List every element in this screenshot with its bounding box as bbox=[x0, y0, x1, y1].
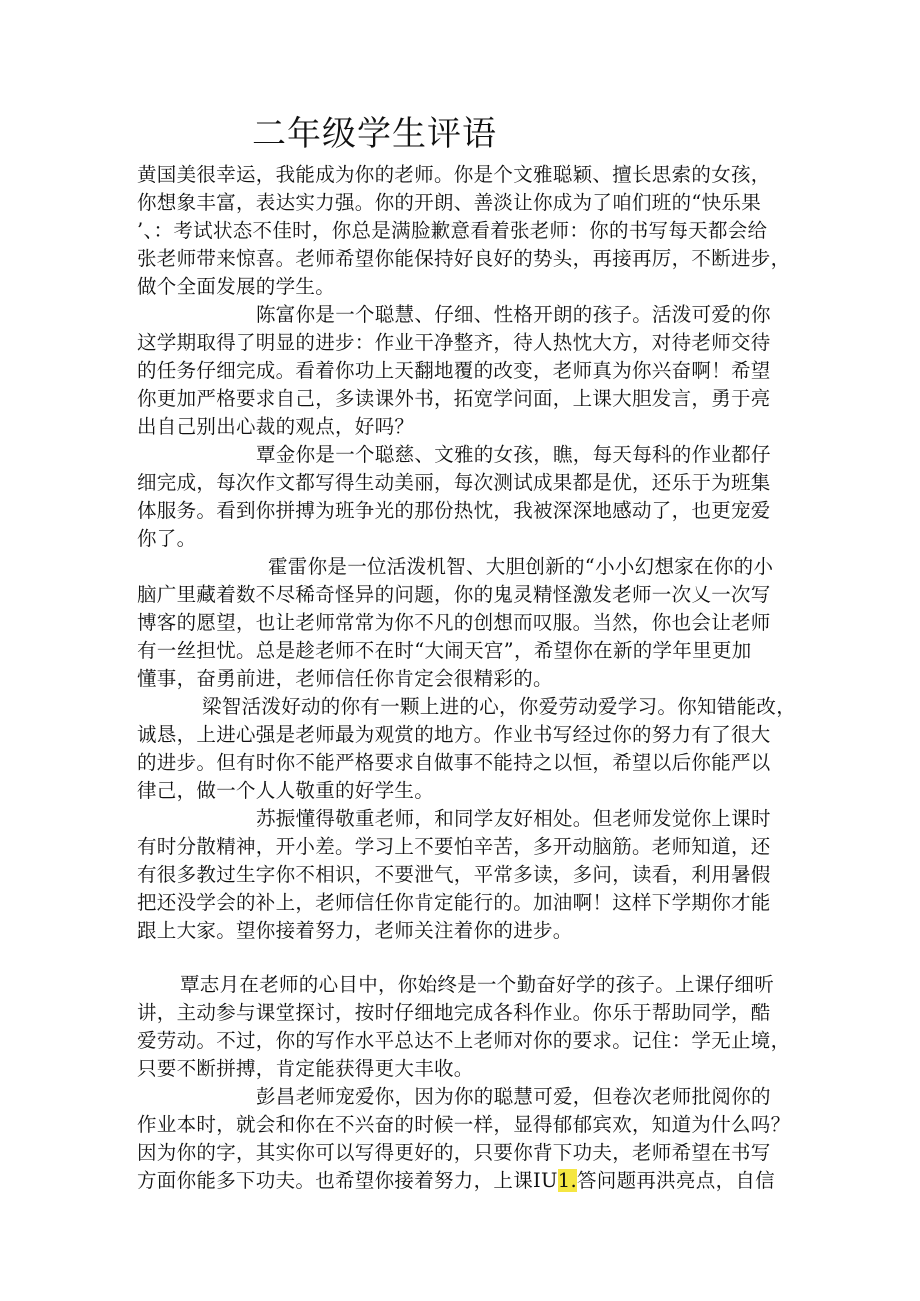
text-line: 彭昌老师宠爱你，因为你的聪慧可爱，但卷次老师批阅你的 bbox=[256, 1085, 771, 1108]
text-line: 陈富你是一个聪慧、仔细、性格开朗的孩子。活泼可爱的你 bbox=[256, 303, 771, 326]
text-line: 苏振懂得敬重老师，和同学友好相处。但老师发觉你上课时 bbox=[256, 807, 771, 830]
text-line: 爱劳动。不过，你的写作水平总达不上老师对你的要求。记住：学无止境， bbox=[137, 1029, 791, 1052]
text-line: 的进步。但有时你不能严格要求自做事不能持之以恒，希望以后你能严以 bbox=[137, 751, 771, 774]
text-run: 答问题再洪亮点，自信 bbox=[576, 1169, 775, 1192]
text-line: 霍雷你是一位活泼机智、大胆创新的“小小幻想家在你的小 bbox=[268, 555, 774, 578]
text-line: 律己，做一个人人敬重的好学生。 bbox=[137, 779, 435, 802]
text-line: 出自己别出心裁的观点，好吗？ bbox=[137, 415, 415, 438]
text-line: 懂事，奋勇前进，老师信任你肯定会很精彩的。 bbox=[137, 667, 553, 690]
text-run: 方面你能多下功夫。也希望你接着努力，上课IU bbox=[137, 1169, 558, 1192]
text-line: 覃志月在老师的心目中，你始终是一个勤奋好学的孩子。上课仔细听 bbox=[180, 973, 775, 996]
text-line: 你了。 bbox=[137, 527, 197, 550]
text-line: 张老师带来惊喜。老师希望你能保持好良好的势头，再接再厉，不断进步， bbox=[137, 247, 791, 270]
text-line: 你想象丰富，表达实力强。你的开朗、善淡让你成为了咱们班的“快乐果 bbox=[137, 191, 762, 214]
text-line: 有很多教过生字你不相识，不要泄气，平常多读，多问，读看，利用暑假 bbox=[137, 863, 771, 886]
text-line: 黄国美很幸运，我能成为你的老师。你是个文雅聪颖、擅长思索的女孩， bbox=[137, 163, 771, 186]
text-line: 博客的愿望，也让老师常常为你不凡的创想而叹服。当然，你也会让老师 bbox=[137, 611, 771, 634]
text-line: 把还没学会的补上，老师信任你肯定能行的。加油啊！这样下学期你才能 bbox=[137, 891, 771, 914]
text-line: 跟上大家。望你接着努力，老师关注着你的进步。 bbox=[137, 919, 573, 942]
text-line: 有一丝担忧。总是趁老师不在时“大闹天宫”，希望你在新的学年里更加 bbox=[137, 639, 752, 662]
text-line: 的任务仔细完成。看着你功上天翻地覆的改变，老师真为你兴奋啊！希望 bbox=[137, 359, 771, 382]
text-line: 因为你的字，其实你可以写得更好的，只要你背下功夫，老师希望在书写 bbox=[137, 1141, 771, 1164]
text-line: 覃金你是一个聪慈、文雅的女孩，瞧，每天每科的作业都仔 bbox=[256, 443, 771, 466]
text-line: 体服务。看到你拼搏为班争光的那份热忱，我被深深地感动了，也更宠爱 bbox=[137, 499, 771, 522]
text-line: 脑广里藏着数不尽稀奇怪异的问题，你的鬼灵精怪激发老师一次乂一次写 bbox=[137, 583, 771, 606]
text-line: 这学期取得了明显的进步：作业干净整齐，待人热忱大方，对待老师交待 bbox=[137, 331, 771, 354]
text-line: 只要不断拼搏，肯定能获得更大丰收。 bbox=[137, 1057, 474, 1080]
text-line: 梁智活泼好动的你有一颗上进的心，你爱劳动爱学习。你知错能改， bbox=[202, 695, 797, 718]
text-line: 作业本时，就会和你在不兴奋的时候一样，显得郁郁宾欢，知道为什么吗？ bbox=[137, 1113, 791, 1136]
highlighted-marker: 1. bbox=[557, 1169, 577, 1192]
text-line: ’、：考试状态不佳时，你总是满脸歉意看着张老师：你的书写每天都会给 bbox=[137, 219, 768, 242]
page-title: 二年级学生评语 bbox=[252, 114, 497, 154]
text-line: 有时分散精神，开小差。学习上不要怕辛苦，多开动脑筋。老师知道，还 bbox=[137, 835, 771, 858]
text-line: 细完成，每次作文都写得生动美丽，每次测试成果都是优，还乐于为班集 bbox=[137, 471, 771, 494]
text-line: 你更加严格要求自己，多读课外书，拓宽学问面，上课大胆发言，勇于亮 bbox=[137, 387, 771, 410]
text-line: 诚恳，上进心强是老师最为观赏的地方。作业书写经过你的努力有了很大 bbox=[137, 723, 771, 746]
text-line bbox=[137, 1168, 775, 1194]
text-line: 讲，主动参与课堂探讨，按时仔细地完成各科作业。你乐于帮助同学，酷 bbox=[137, 1001, 771, 1024]
text-line: 做个全面发展的学生。 bbox=[137, 275, 336, 298]
